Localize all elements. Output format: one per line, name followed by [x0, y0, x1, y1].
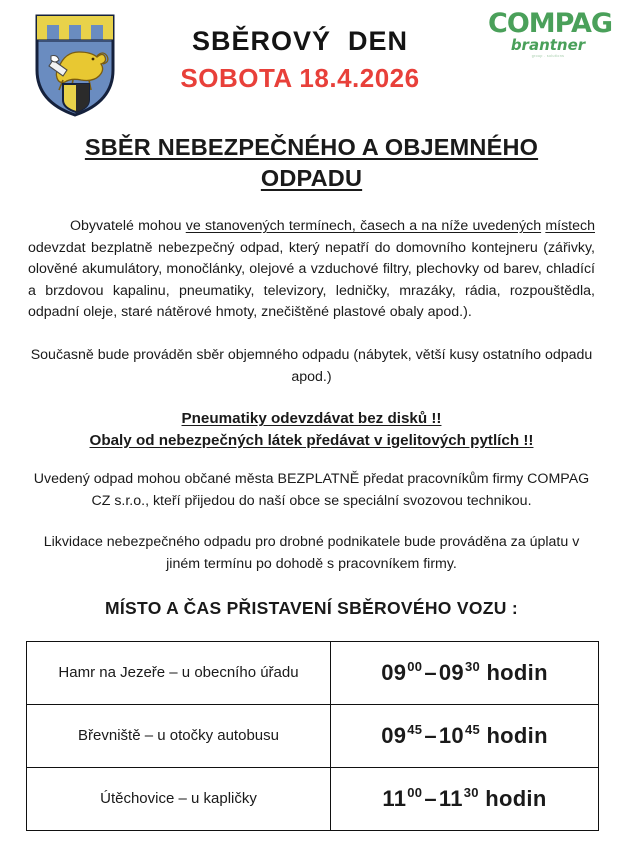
paragraph-hazardous-waste [28, 216, 595, 324]
coat-of-arms-icon [33, 12, 117, 118]
p1-underline-2: místech [545, 218, 595, 235]
time-separator: – [424, 722, 437, 748]
compag-brantner-logo [488, 8, 613, 59]
heading-line-1: SBĚR NEBEZPEČNÉHO A OBJEMNÉHO [84, 134, 539, 160]
schedule-table-body [27, 641, 599, 830]
logo-wordmark: COMPAG [488, 8, 613, 39]
end-hour: 11 [438, 785, 463, 811]
schedule-place: Břevniště – u otočky autobusu [27, 704, 331, 767]
paragraph-bulky-waste: Současně bude prováděn sběr objemného odpadu (nábytek, větší kusy ostatního odpadu apod.) [30, 346, 593, 385]
start-min: 45 [407, 722, 423, 738]
time-separator: – [424, 785, 437, 811]
start-hour: 09 [381, 659, 407, 685]
p1-rest: odevzdat bezplatně nebezpečný odpad, který nepatří do domovního kontejneru (zářivky, olověné akumulátory, monočlánky, olejové a vzduchové filtry, plechovky od barev, chladící a brzdovou kapalinu, pneumatiky, televizory, ledničky, mrazáky, rádia, rozpouštědla, odpadní oleje, staré nátěrové hmoty, znečištěné plastové obaly apod.). [28, 239, 595, 321]
important-notices [28, 408, 595, 451]
start-hour: 11 [382, 785, 407, 811]
time-unit: hodin [485, 785, 547, 811]
table-row [27, 704, 599, 767]
heading-line-2: ODPADU [260, 165, 363, 192]
time-unit: hodin [486, 722, 548, 748]
schedule-time [331, 641, 599, 704]
paragraph-free-for-citizens: Uvedený odpad mohou občané města BEZPLATNĚ předat pracovníkům firmy COMPAG CZ s.r.o., kteří přijedou do naší obce se speciální svozovou technikou. [33, 471, 590, 509]
notice-tyres: Pneumatiky odevzdávat bez disků !! [181, 410, 442, 428]
end-min: 30 [464, 659, 481, 675]
paragraph-businesses-fee: Likvidace nebezpečného odpadu pro drobné podnikatele bude prováděna za úplatu v jiném termínu po dohodě s pracovníkem firmy. [43, 534, 580, 572]
end-min: 30 [463, 785, 479, 801]
schedule-table-wrapper [0, 641, 623, 831]
end-min: 45 [464, 722, 481, 738]
notice-packaging: Obaly od nebezpečných látek předávat v igelitových pytlích !! [89, 431, 534, 449]
time-unit: hodin [486, 659, 548, 685]
document-header [0, 0, 623, 122]
logo-subbrand: brantner [510, 36, 586, 54]
start-hour: 09 [381, 722, 407, 748]
schedule-place: Hamr na Jezeře – u obecního úřadu [27, 641, 331, 704]
document-heading [28, 132, 595, 194]
schedule-table [26, 641, 599, 831]
title-date: SOBOTA 18.4.2026 [180, 63, 420, 93]
end-hour: 09 [438, 659, 464, 685]
table-row [27, 767, 599, 830]
schedule-section-title: MÍSTO A ČAS PŘISTAVENÍ SBĚROVÉHO VOZU : [105, 597, 518, 618]
p1-underline-1: ve stanovených termínech, časech a na níže uvedených [185, 218, 542, 235]
table-row [27, 641, 599, 704]
start-min: 00 [407, 785, 423, 801]
time-separator: – [424, 659, 437, 685]
title-main: SBĚROVÝ DEN [191, 26, 409, 56]
schedule-time [331, 704, 599, 767]
schedule-place: Útěchovice – u kapličky [27, 767, 331, 830]
end-hour: 10 [438, 722, 464, 748]
schedule-time [331, 767, 599, 830]
p1-lead: Obyvatelé mohou [70, 218, 186, 235]
page-title [135, 26, 465, 94]
start-min: 00 [407, 659, 423, 675]
logo-tagline: group . solutions [531, 54, 565, 58]
